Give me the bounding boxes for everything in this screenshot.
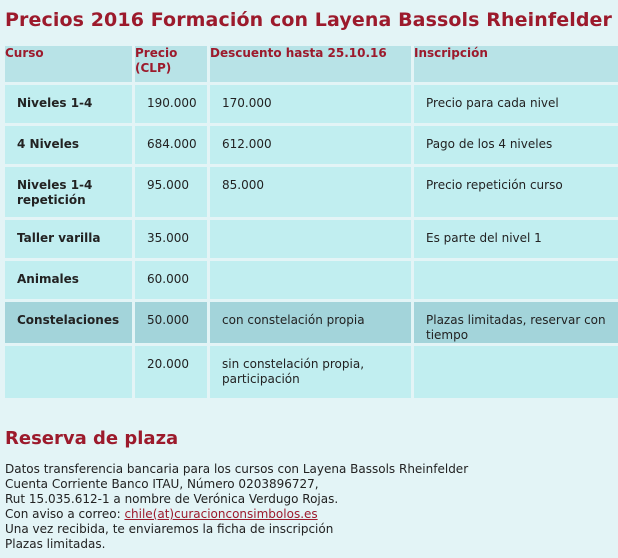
table-row — [5, 85, 618, 123]
course-price: 60.000 — [147, 272, 189, 286]
course-name: Constelaciones — [17, 313, 120, 327]
course-name: 4 Niveles — [17, 137, 80, 151]
price-table — [2, 43, 618, 401]
table-row — [5, 261, 618, 299]
bank-transfer-line: Datos transferencia bancaria para los cursos con Layena Bassols Rheinfelder — [5, 462, 469, 476]
course-price: 50.000 — [147, 313, 189, 327]
course-price: 35.000 — [147, 231, 189, 245]
course-discount — [210, 220, 411, 231]
reservation-title: Reserva de plaza — [5, 428, 179, 449]
header-discount: Descuento hasta 25.10.16 — [210, 46, 411, 82]
course-discount: sin constelación propia, participación — [222, 357, 365, 386]
email-link[interactable]: chile(at)curacionconsimbolos.es — [124, 507, 318, 521]
header-registration: Inscripción — [414, 46, 618, 82]
course-name: Niveles 1-4 — [17, 96, 93, 110]
rut-line: Rut 15.035.612-1 a nombre de Verónica Verdugo Rojas. — [5, 492, 339, 506]
table-header-row — [5, 46, 618, 82]
course-price: 95.000 — [147, 178, 189, 192]
course-name: Taller varilla — [17, 231, 101, 245]
course-name — [5, 346, 132, 357]
course-discount: 170.000 — [222, 96, 272, 110]
course-price: 684.000 — [147, 137, 197, 151]
course-discount: con constelación propia — [222, 313, 365, 327]
course-discount — [210, 261, 411, 272]
email-line — [5, 507, 468, 522]
limited-seats-line: Plazas limitadas. — [5, 537, 106, 551]
course-note: Plazas limitadas, reservar con tiempo — [426, 313, 606, 342]
course-note: Precio repetición curso — [426, 178, 563, 192]
course-note: Precio para cada nivel — [426, 96, 559, 110]
course-note — [414, 261, 618, 272]
course-name: Animales — [17, 272, 79, 286]
course-discount: 85.000 — [222, 178, 264, 192]
table-row — [5, 167, 618, 217]
course-note — [414, 346, 618, 357]
email-prefix: Con aviso a correo: — [5, 507, 121, 521]
page-title: Precios 2016 Formación con Layena Bassols Rheinfelder — [5, 9, 613, 31]
table-row — [5, 220, 618, 258]
course-note: Pago de los 4 niveles — [426, 137, 553, 151]
reservation-info — [5, 462, 468, 552]
course-name: Niveles 1-4 repetición — [17, 178, 93, 207]
confirmation-line: Una vez recibida, te enviaremos la ficha de inscripción — [5, 522, 334, 536]
bank-account-line: Cuenta Corriente Banco ITAU, Número 0203896727, — [5, 477, 319, 491]
header-course: Curso — [5, 46, 132, 82]
course-price: 190.000 — [147, 96, 197, 110]
course-price: 20.000 — [147, 357, 189, 371]
course-discount: 612.000 — [222, 137, 272, 151]
table-row — [5, 302, 618, 343]
table-row — [5, 126, 618, 164]
table-row — [5, 346, 618, 398]
header-price: Precio (CLP) — [135, 46, 207, 82]
course-note: Es parte del nivel 1 — [426, 231, 542, 245]
